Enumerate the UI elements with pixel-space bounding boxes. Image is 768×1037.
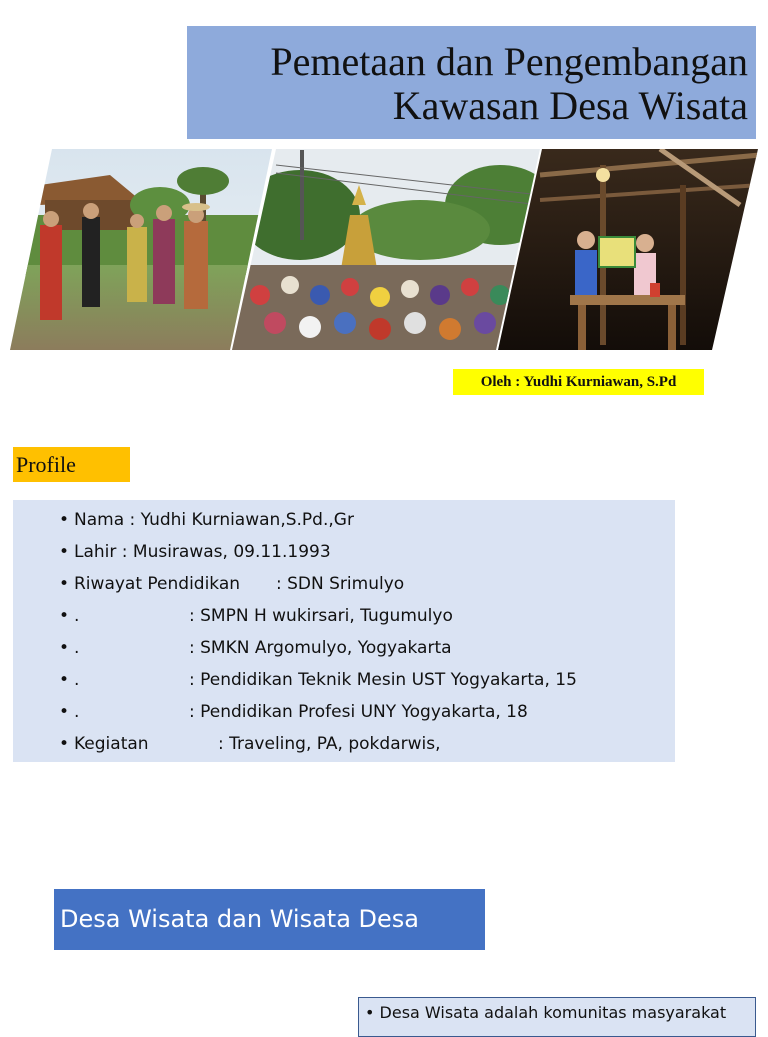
profile-item-label: Lahir : Musirawas, 09.11.1993	[74, 542, 331, 562]
profile-item-value: : Pendidikan Profesi UNY Yogyakarta, 18	[189, 702, 528, 722]
bullet-marker: •	[59, 574, 70, 594]
profile-item-smp	[53, 600, 675, 632]
definition-text: Desa Wisata adalah komunitas masyarakat	[379, 1003, 727, 1022]
author-credit: Oleh : Yudhi Kurniawan, S.Pd	[453, 369, 704, 395]
profile-item-value: : SMPN H wukirsari, Tugumulyo	[189, 606, 453, 626]
bullet-marker: •	[59, 638, 70, 658]
profile-item-value: : SMKN Argomulyo, Yogyakarta	[189, 638, 452, 658]
profile-item-value: : Traveling, PA, pokdarwis,	[218, 734, 441, 754]
profile-item-label: .	[74, 606, 80, 626]
profile-item-label: Riwayat Pendidikan	[74, 574, 241, 594]
bullet-marker: •	[59, 734, 70, 754]
profile-item-smk	[53, 632, 675, 664]
photo-collage	[0, 145, 768, 355]
bullet-marker: •	[59, 606, 70, 626]
profile-item-ust	[53, 664, 675, 696]
profile-item-label: .	[74, 702, 80, 722]
profile-item-uny	[53, 696, 675, 728]
profile-item-label: Kegiatan	[74, 734, 149, 754]
profile-item-label: .	[74, 638, 80, 658]
title-line-2: Kawasan Desa Wisata	[392, 83, 748, 128]
profile-item-kegiatan	[53, 728, 675, 760]
bullet-marker: •	[59, 702, 70, 722]
profile-item-label: Nama : Yudhi Kurniawan,S.Pd.,Gr	[74, 510, 354, 530]
profile-item-lahir	[53, 536, 675, 568]
profile-item-nama	[53, 504, 675, 536]
title-line-1: Pemetaan dan Pengembangan	[270, 39, 748, 84]
section-title-banner: Desa Wisata dan Wisata Desa	[54, 889, 485, 950]
bullet-marker: •	[59, 542, 70, 562]
profile-item-value: : SDN Srimulyo	[276, 574, 405, 594]
slide-title	[187, 26, 756, 139]
bullet-marker: •	[59, 510, 70, 530]
bullet-marker: •	[365, 1003, 375, 1022]
definition-box	[358, 997, 756, 1037]
profile-item-riwayat-pendidikan	[53, 568, 675, 600]
profile-item-value: : Pendidikan Teknik Mesin UST Yogyakarta, 15	[189, 670, 577, 690]
profile-list	[13, 500, 675, 762]
profile-heading: Profile	[13, 447, 130, 482]
bullet-marker: •	[59, 670, 70, 690]
photo-wooden-hut	[495, 145, 765, 355]
profile-item-label: .	[74, 670, 80, 690]
